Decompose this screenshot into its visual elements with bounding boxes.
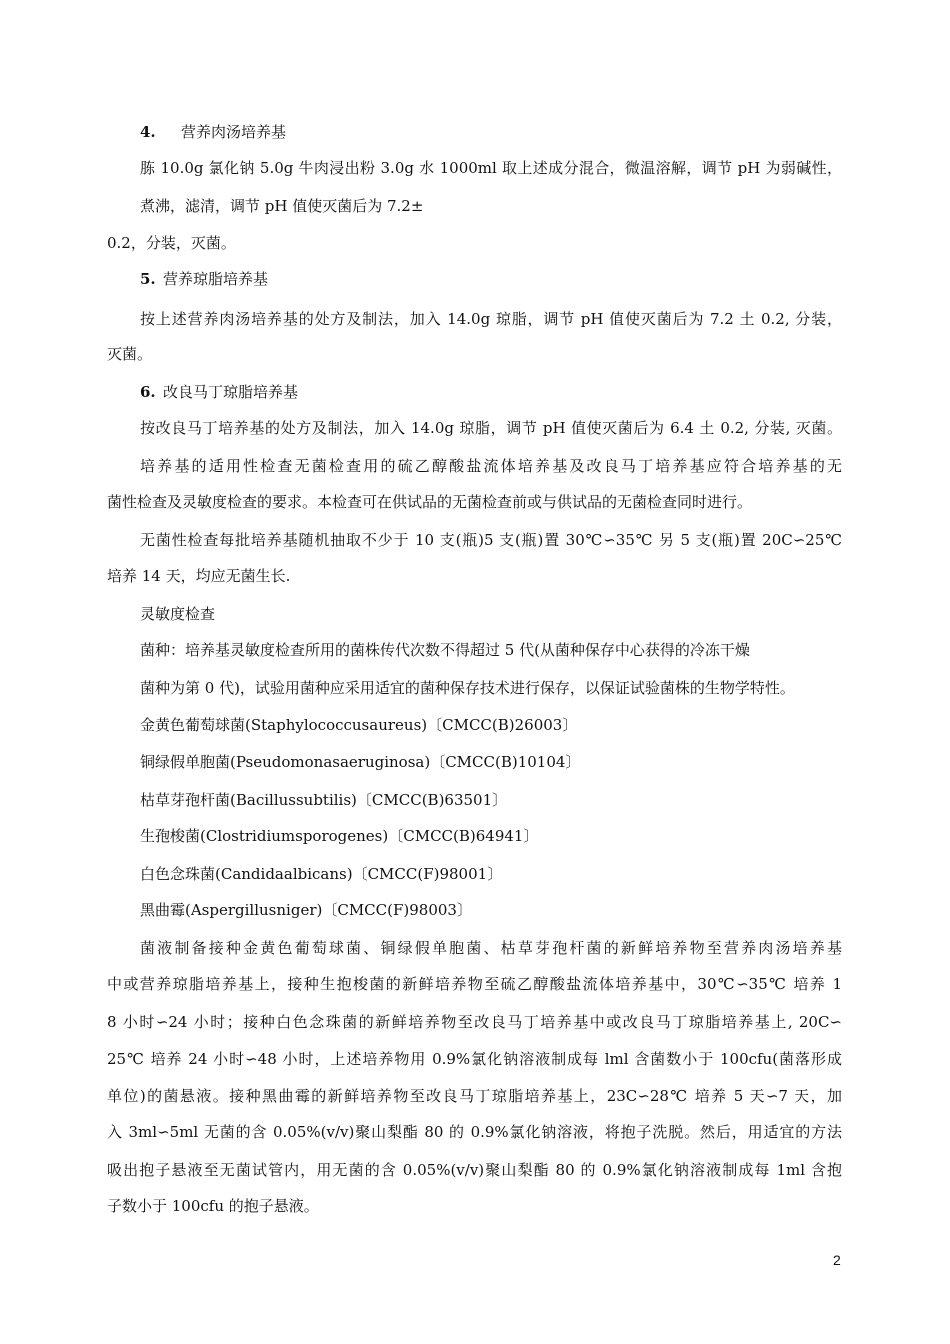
section-5-title: 营养琼脂培养基 (163, 270, 269, 288)
sterility-line-2: 培养 14 天，均应无菌生长. (107, 567, 291, 585)
section-6-title: 改良马丁琼脂培养基 (163, 383, 299, 401)
page-number: 2 (833, 1252, 841, 1268)
sterility-line-1: 无菌性检查每批培养基随机抽取不少于 10 支(瓶)5 支(瓶)置 30℃∽35℃ 另 5 支(瓶)置 20C∽25℃ (140, 531, 842, 549)
section-5-line-1: 按上述营养肉汤培养基的处方及制法，加入 14.0g 琼脂，调节 pH 值使灭菌后为 7.2 土 0.2, 分装， (140, 310, 842, 328)
preparation-line-8: 子数小于 100cfu 的抱子悬液。 (107, 1197, 319, 1215)
section-4-title: 营养肉汤培养基 (181, 123, 287, 141)
strain-item: 白色念珠菌(Candidaalbicans)〔CMCC(F)98001〕 (140, 865, 503, 883)
strain-item: 铜绿假单胞菌(Pseudomonasaeruginosa)〔CMCC(B)10104〕 (140, 753, 581, 771)
strain-item: 金黄色葡萄球菌(Staphylococcusaureus)〔CMCC(B)26003〕 (140, 716, 578, 734)
preparation-line-5: 单位)的菌悬液。接种黑曲霉的新鲜培养物至改良马丁琼脂培养基上，23C∽28℃ 培养 5 天∽7 天，加 (107, 1087, 842, 1105)
section-4-line-3: 0.2，分装，灭菌。 (107, 234, 236, 252)
section-5-line-2: 灭菌。 (107, 345, 153, 363)
strain-item: 黑曲霉(Aspergillusniger)〔CMCC(F)98003〕 (140, 901, 472, 919)
preparation-line-1: 菌液制备接种金黄色葡萄球菌、铜绿假单胞菌、枯草芽孢杆菌的新鲜培养物至营养肉汤培养基 (140, 939, 842, 957)
applicability-line-2: 菌性检查及灵敏度检查的要求。本检查可在供试品的无菌检查前或与供试品的无菌检查同时进行。 (107, 493, 753, 511)
preparation-line-7: 吸出抱子悬液至无菌试管内，用无菌的含 0.05%(v/v)聚山梨酯 80 的 0.9%氯化钠溶液制成每 1ml 含抱 (107, 1161, 842, 1179)
section-4-number: 4. (140, 123, 156, 141)
preparation-line-3: 8 小时∽24 小时；接种白色念珠菌的新鲜培养物至改良马丁培养基中或改良马丁琼脂培养基上, 20C∽ (107, 1013, 842, 1031)
section-4-line-1: 胨 10.0g 氯化钠 5.0g 牛肉浸出粉 3.0g 水 1000ml 取上述成分混合，微温溶解，调节 pH 为弱碱性， (140, 159, 842, 177)
applicability-line-1: 培养基的适用性检查无菌检查用的硫乙醇酸盐流体培养基及改良马丁培养基应符合培养基的无 (140, 457, 842, 475)
sensitivity-heading: 灵敏度检查 (140, 605, 216, 623)
preparation-line-6: 入 3ml∽5ml 无菌的含 0.05%(v/v)聚山梨酯 80 的 0.9%氯化钠溶液，将抱子洗脱。然后，用适宜的方法 (107, 1123, 842, 1141)
section-6-number: 6. (140, 383, 156, 401)
preparation-line-4: 25℃ 培养 24 小时∽48 小时，上述培养物用 0.9%氯化钠溶液制成每 lml 含菌数小于 100cfu(菌落形成 (107, 1050, 842, 1068)
section-5-number: 5. (140, 270, 156, 288)
strains-intro-line-2: 菌种为第 0 代)，试验用菌种应采用适宜的菌种保存技术进行保存，以保证试验菌株的生物学特性。 (140, 679, 795, 697)
section-6-line-1: 按改良马丁培养基的处方及制法，加入 14.0g 琼脂，调节 pH 值使灭菌后为 6.4 土 0.2, 分装, 灭菌。 (140, 419, 842, 437)
preparation-line-2: 中或营养琼脂培养基上，接种生抱梭菌的新鲜培养物至硫乙醇酸盐流体培养基中，30℃∽35℃ 培养 1 (107, 975, 842, 993)
section-4-line-2: 煮沸，滤清，调节 pH 值使灭菌后为 7.2± (140, 197, 424, 215)
strain-item: 枯草芽孢杆菌(Bacillussubtilis)〔CMCC(B)63501〕 (140, 791, 508, 809)
strains-intro-line-1: 菌种：培养基灵敏度检查所用的菌株传代次数不得超过 5 代(从菌种保存中心获得的冷冻干燥 (140, 641, 750, 659)
strain-item: 生孢梭菌(Clostridiumsporogenes)〔CMCC(B)64941〕 (140, 827, 539, 845)
